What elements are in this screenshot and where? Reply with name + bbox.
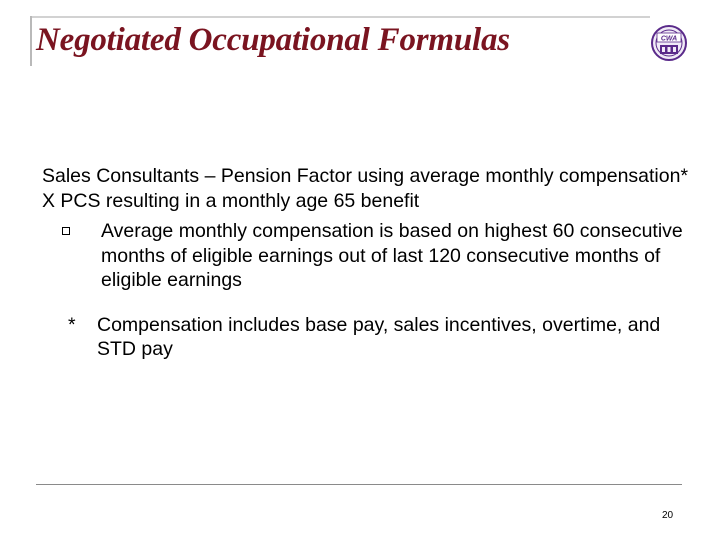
cwa-logo-icon: [651, 20, 687, 66]
title-top-rule: [30, 16, 650, 18]
footnote: [42, 313, 702, 362]
bullet-text: Average monthly compensation is based on highest 60 consecutive months of eligible earnings out of last 120 consecutive months of eligible earnings: [101, 220, 683, 291]
footnote-marker: *: [68, 313, 76, 336]
slide-body: [42, 164, 702, 362]
hollow-square-bullet-icon: [62, 227, 70, 235]
title-left-rule: [30, 16, 32, 66]
main-paragraph: Sales Consultants – Pension Factor using average monthly compensation* X PCS resulting in a monthly age 65 benefit: [42, 165, 689, 212]
logo-text: CWA: [660, 35, 678, 43]
page-number: 20: [662, 510, 674, 521]
footer-rule: [36, 484, 682, 485]
footnote-text: Compensation includes base pay, sales incentives, overtime, and STD pay: [97, 313, 661, 360]
slide-title: Negotiated Occupational Formulas: [36, 22, 510, 58]
bullet-item: [42, 219, 702, 293]
